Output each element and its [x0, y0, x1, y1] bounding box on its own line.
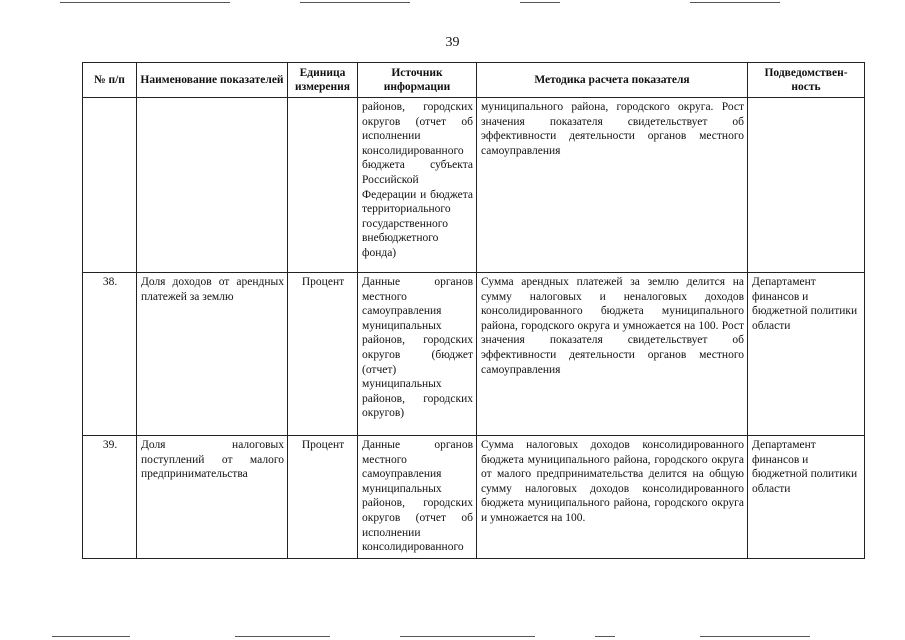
table-header-row [83, 63, 865, 98]
scan-artifact-bottom-2 [235, 636, 330, 637]
row-source: Данные органов местного самоуправления муниципальных районов, городских округов (отчет об исполнении консолидированного [358, 436, 477, 559]
row-unit: Процент [288, 436, 358, 559]
scan-artifact-top-4 [690, 2, 780, 3]
header-unit: Единица измерения [288, 63, 358, 98]
row-method: Сумма арендных платежей за землю делится на сумму налоговых и неналоговых доходов консолидированного бюджета муниципального района, городского округа и умножается на 100. Рост значения показателя свидетельствует об эффективности деятельности органов местного самоуправления [477, 273, 748, 436]
row-unit [288, 98, 358, 273]
table-row [83, 98, 865, 273]
row-method: муниципального района, городского округа. Рост значения показателя свидетельствует об эффективности деятельности органов местного самоуправления [477, 98, 748, 273]
scan-artifact-top-3 [520, 2, 560, 3]
row-unit: Процент [288, 273, 358, 436]
scan-artifact-top-2 [300, 2, 410, 3]
row-name: Доля налоговых поступлений от малого предпринимательства [137, 436, 288, 559]
scan-artifact-bottom-4 [595, 636, 615, 637]
row-name [137, 98, 288, 273]
indicators-table [82, 62, 865, 559]
header-dept: Подведомствен-ность [748, 63, 865, 98]
row-method: Сумма налоговых доходов консолидированного бюджета муниципального района, городского округа от малого предпринимательства делится на общую сумму налоговых доходов консолидированного бюджета муниципального района, городского округа и умножается на 100. [477, 436, 748, 559]
header-name: Наименование показателей [137, 63, 288, 98]
scan-artifact-top-1 [60, 2, 230, 3]
row-source: районов, городских округов (отчет об исполнении консолидированного бюджета субъекта Российской Федерации и бюджета территориального государственного внебюджетного фонда) [358, 98, 477, 273]
header-source: Источник информации [358, 63, 477, 98]
row-name: Доля доходов от арендных платежей за землю [137, 273, 288, 436]
row-num: 38. [83, 273, 137, 436]
row-source: Данные органов местного самоуправления муниципальных районов, городских округов (бюджет (отчет) муниципальных районов, городских округов) [358, 273, 477, 436]
table-row [83, 273, 865, 436]
row-num: 39. [83, 436, 137, 559]
row-dept [748, 98, 865, 273]
scan-artifact-bottom-3 [400, 636, 535, 637]
row-dept: Департамент финансов и бюджетной политики области [748, 273, 865, 436]
row-num [83, 98, 137, 273]
scan-artifact-bottom-5 [700, 636, 810, 637]
row-dept: Департамент финансов и бюджетной политики области [748, 436, 865, 559]
scan-artifact-bottom-1 [52, 636, 130, 637]
page-number: 39 [445, 35, 460, 50]
header-num: № п/п [83, 63, 137, 98]
table-row [83, 436, 865, 559]
header-method: Методика расчета показателя [477, 63, 748, 98]
